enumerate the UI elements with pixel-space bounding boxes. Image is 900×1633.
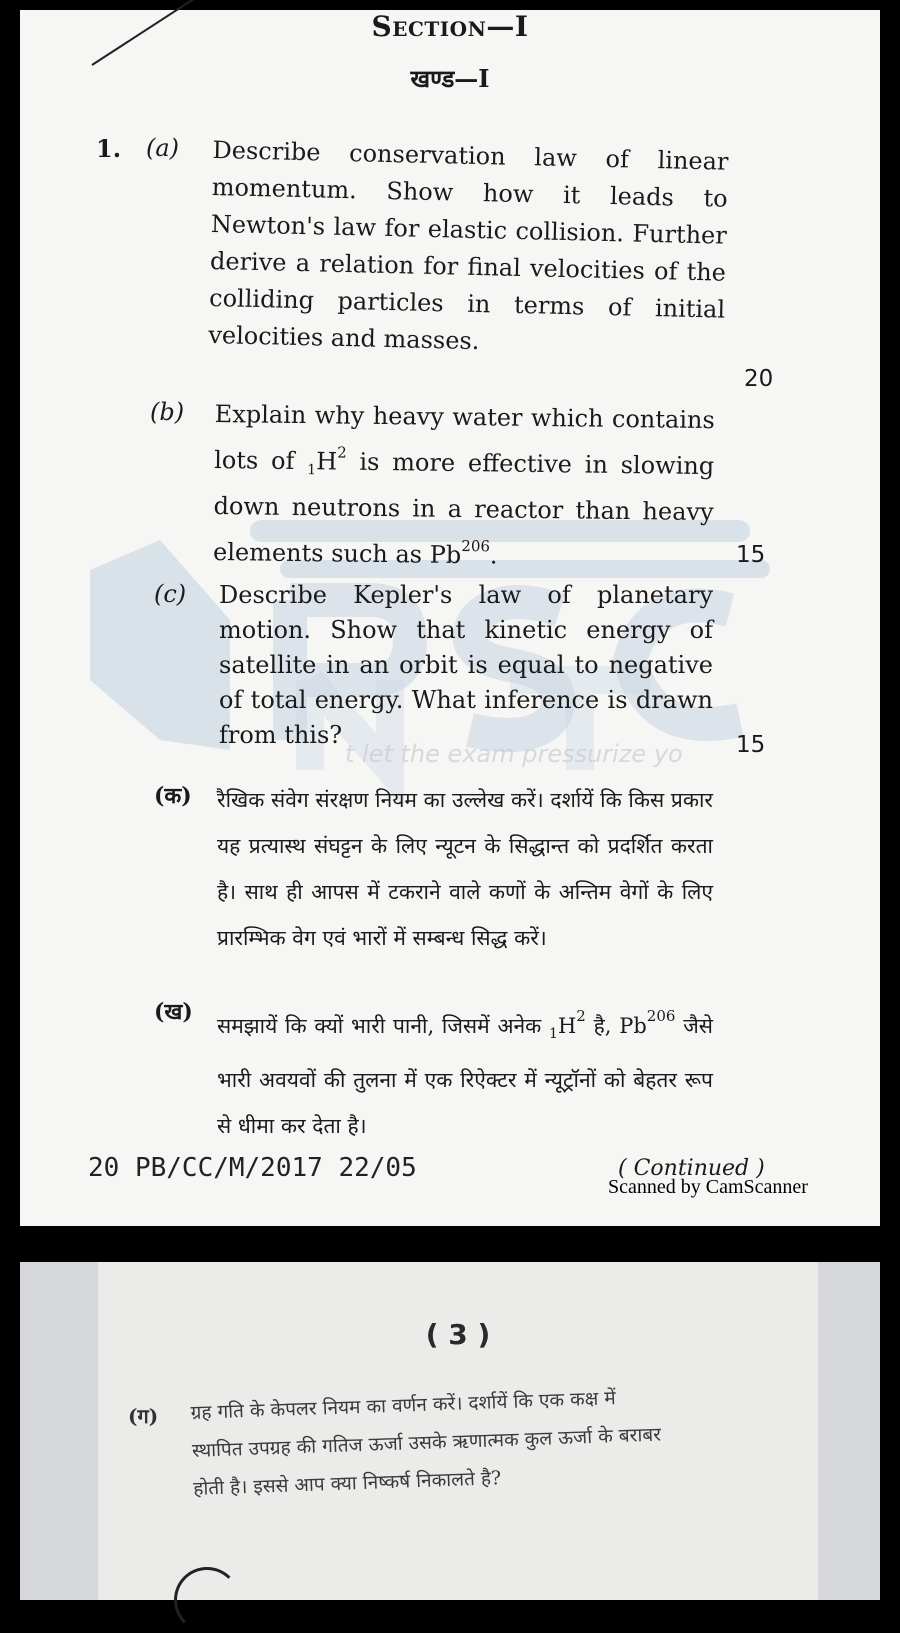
- part-c-label: (c): [154, 580, 187, 608]
- hindi-part-ga-label: (ग): [128, 1404, 159, 1428]
- part-b-marks: 15: [736, 542, 766, 568]
- hindi-kha-text-before: समझायें कि क्यों भारी पानी, जिसमें अनेक: [217, 1014, 550, 1038]
- question-number: 1.: [96, 134, 122, 163]
- part-c-text: Describe Kepler's law of planetary motion. Show that kinetic energy of satellite in an orbit is equal to negative of total energy. What inference is drawn from this?: [219, 581, 713, 749]
- part-b-superscript-pb: 206: [461, 537, 491, 556]
- continued-label: ( Continued ): [618, 1156, 765, 1181]
- page-2-paper: [98, 1262, 818, 1600]
- scanned-page-1: [20, 10, 880, 1226]
- section-title-english: Section—I: [371, 10, 529, 43]
- hindi-kha-superscript: 2: [576, 1007, 586, 1025]
- hindi-kha-element: H: [557, 1014, 577, 1038]
- part-a-label: (a): [146, 134, 180, 162]
- hindi-kha-text-mid: है, Pb: [585, 1014, 647, 1038]
- part-b-label: (b): [150, 398, 185, 426]
- page-2-bracket-mark: [174, 1567, 240, 1633]
- hindi-kha-superscript-pb: 206: [646, 1007, 676, 1025]
- hindi-part-kha-label: (ख): [154, 999, 193, 1025]
- scanner-watermark-label: Scanned by CamScanner: [608, 1176, 808, 1198]
- part-a-text: Describe conservation law of linear momentum. Show how it leads to Newton's law for elastic collision. Further derive a relation for final velocities of the colliding particles in terms of initial velocities and masses.: [208, 135, 729, 356]
- part-b-text-before: Explain why heavy water which contains lots of: [214, 399, 715, 476]
- page-number: ( 3 ): [425, 1318, 491, 1351]
- hindi-kha-text-after: जैसे भारी अवयवों की तुलना में एक रिऐक्टर में न्यूट्रॉनों को बेहतर रूप से धीमा कर देता है।: [217, 1014, 713, 1138]
- part-b-element: H: [316, 447, 338, 476]
- part-b-subscript: 1: [307, 462, 317, 479]
- hindi-part-kha-text: [217, 993, 713, 1149]
- part-b-superscript: 2: [337, 443, 347, 462]
- hindi-part-ga-text: ग्रह गति के केपलर नियम का वर्णन करें। दर्शायें कि एक कक्ष में स्थापित उपग्रह की गतिज ऊर्जा उसके ऋणात्मक कुल ऊर्जा के बराबर होती है। इससे आप क्या निष्कर्ष निकालते है?: [190, 1387, 662, 1500]
- part-b-text-after: is more effective in slowing down neutrons in a reactor than heavy elements such as Pb: [212, 447, 715, 570]
- hindi-kha-subscript: 1: [549, 1026, 558, 1042]
- section-title-hindi: खण्ड—I: [410, 64, 490, 93]
- hindi-part-ka-text: रैखिक संवेग संरक्षण नियम का उल्लेख करें। दर्शायें कि किस प्रकार यह प्रत्यास्थ संघट्टन के लिए न्यूटन के सिद्धान्त को प्रदर्शित करता है। साथ ही आपस में टकराने वाले कणों के अन्तिम वेगों के लिए प्रारम्भिक वेग एवं भारों में सम्बन्ध सिद्ध करें।: [217, 788, 713, 950]
- hindi-part-ka-label: (क): [154, 783, 192, 809]
- watermark-tagline: t let the exam pressurize yo: [345, 740, 683, 768]
- scanned-page-2: [20, 1262, 880, 1600]
- part-c-marks: 15: [736, 732, 766, 758]
- part-b-text: [213, 396, 715, 577]
- part-a-marks: 20: [744, 366, 774, 392]
- footer-paper-code: 20 PB/CC/M/2017 22/05: [88, 1153, 417, 1183]
- part-b-end: .: [489, 541, 498, 570]
